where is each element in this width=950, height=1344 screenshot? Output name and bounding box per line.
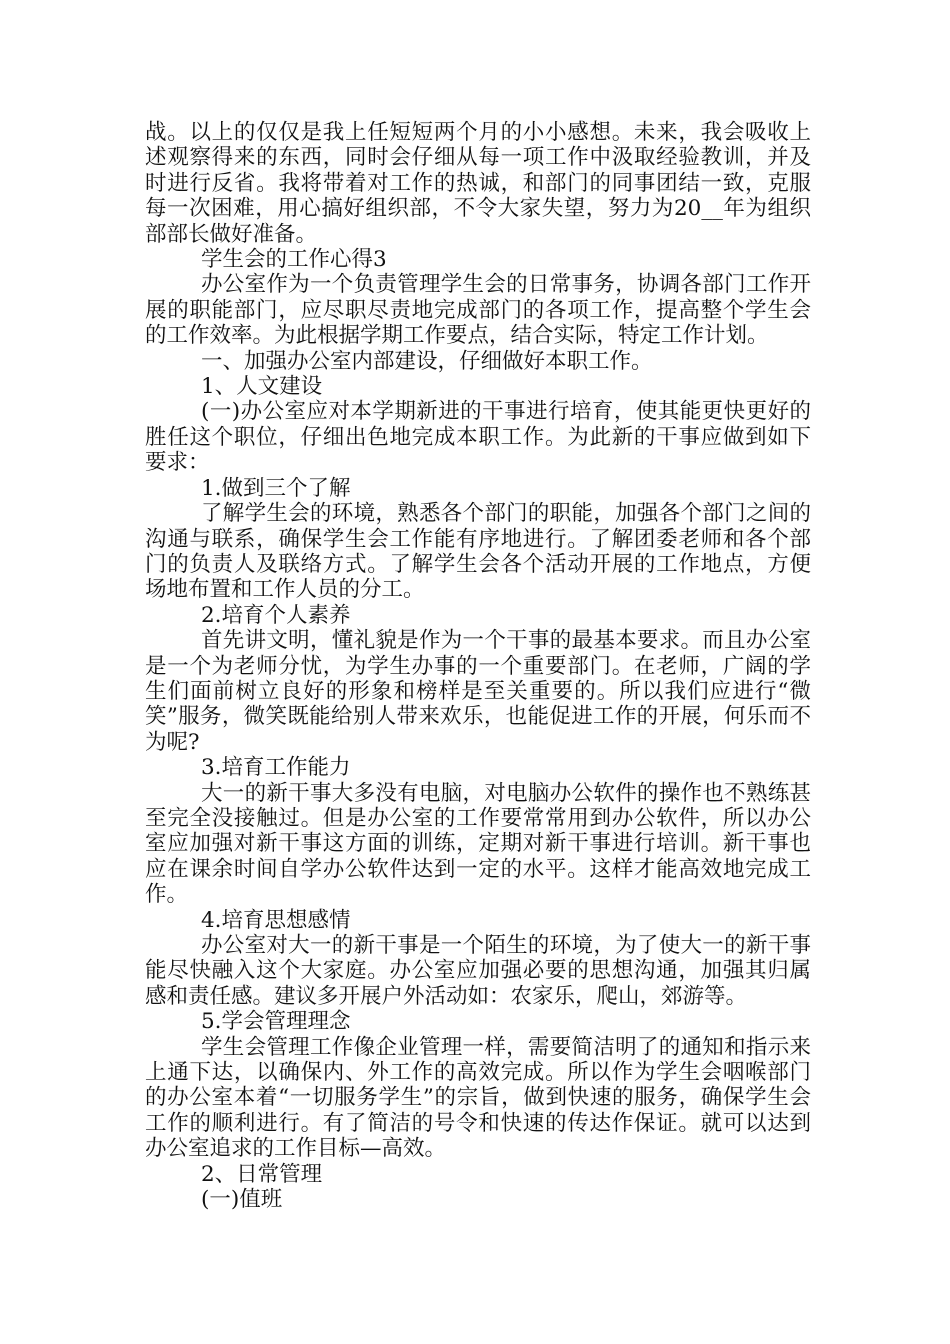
heading-thought-feeling: 4.培育思想感情: [201, 907, 351, 933]
heading-personal-quality: 2.培育个人素养: [201, 602, 351, 628]
heading-management: 5.学会管理理念: [201, 1009, 351, 1035]
heading-daily-management: 2、日常管理: [201, 1161, 323, 1187]
section-heading-3: 学生会的工作心得3: [201, 247, 387, 273]
heading-duty: (一)值班: [201, 1187, 283, 1213]
paragraph-understand: 了解学生会的环境，熟悉各个部门的职能，加强各个部门之间的沟通与联系，确保学生会工作能有序地进行。了解团委老师和各个部门的负责人及联络方式。了解学生会各个活动开展的工作地点，方便场地布置和工作人员的分工。: [145, 501, 811, 603]
heading-part-1: 一、加强办公室内部建设，仔细做好本职工作。: [201, 348, 653, 374]
paragraph-1: 战。以上的仅仅是我上任短短两个月的小小感想。未来，我会吸收上述观察得来的东西，同时会仔细从每一项工作中汲取经验教训，并及时进行反省。我将带着对工作的热诚，和部门的同事团结一致，克服每一次困难，用心搞好组织部，不令大家失望，努力为20__年为组织部部长做好准备。: [145, 120, 811, 247]
paragraph-thought-feeling: 办公室对大一的新干事是一个陌生的环境，为了使大一的新干事能尽快融入这个大家庭。办公室应加强必要的思想沟通，加强其归属感和责任感。建议多开展户外活动如：农家乐，爬山，郊游等。: [145, 933, 811, 1009]
paragraph-intro: 办公室作为一个负责管理学生会的日常事务，协调各部门工作开展的职能部门，应尽职尽责地完成部门的各项工作，提高整个学生会的工作效率。为此根据学期工作要点，结合实际，特定工作计划。: [145, 272, 811, 349]
heading-humanities: 1、人文建设: [201, 374, 323, 400]
paragraph-management: 学生会管理工作像企业管理一样，需要简洁明了的通知和指示来上通下达，以确保内、外工作的高效完成。所以作为学生会咽喉部门的办公室本着“一切服务学生”的宗旨，做到快速的服务，确保学生会工作的顺利进行。有了简洁的号令和快速的传达作保证。就可以达到办公室追求的工作目标—高效。: [145, 1034, 811, 1162]
paragraph-work-ability: 大一的新干事大多没有电脑，对电脑办公软件的操作也不熟练甚至完全没接触过。但是办公室的工作要常常用到办公软件，所以办公室应加强对新干事这方面的训练，定期对新干事进行培训。新干事也应在课余时间自学办公软件达到一定的水平。这样才能高效地完成工作。: [145, 780, 811, 908]
document-body: [145, 120, 811, 1212]
heading-work-ability: 3.培育工作能力: [201, 755, 351, 781]
paragraph-personal-quality: 首先讲文明，懂礼貌是作为一个干事的最基本要求。而且办公室是一个为老师分忧，为学生办事的一个重要部门。在老师，广阔的学生们面前树立良好的形象和榜样是至关重要的。所以我们应进行“微笑”服务，微笑既能给别人带来欢乐，也能促进工作的开展，何乐而不为呢?: [145, 628, 811, 755]
paragraph-training: (一)办公室应对本学期新进的干事进行培育，使其能更快更好的胜任这个职位，仔细出色地完成本职工作。为此新的干事应做到如下要求：: [145, 399, 811, 476]
heading-three-understand: 1.做到三个了解: [201, 475, 351, 501]
